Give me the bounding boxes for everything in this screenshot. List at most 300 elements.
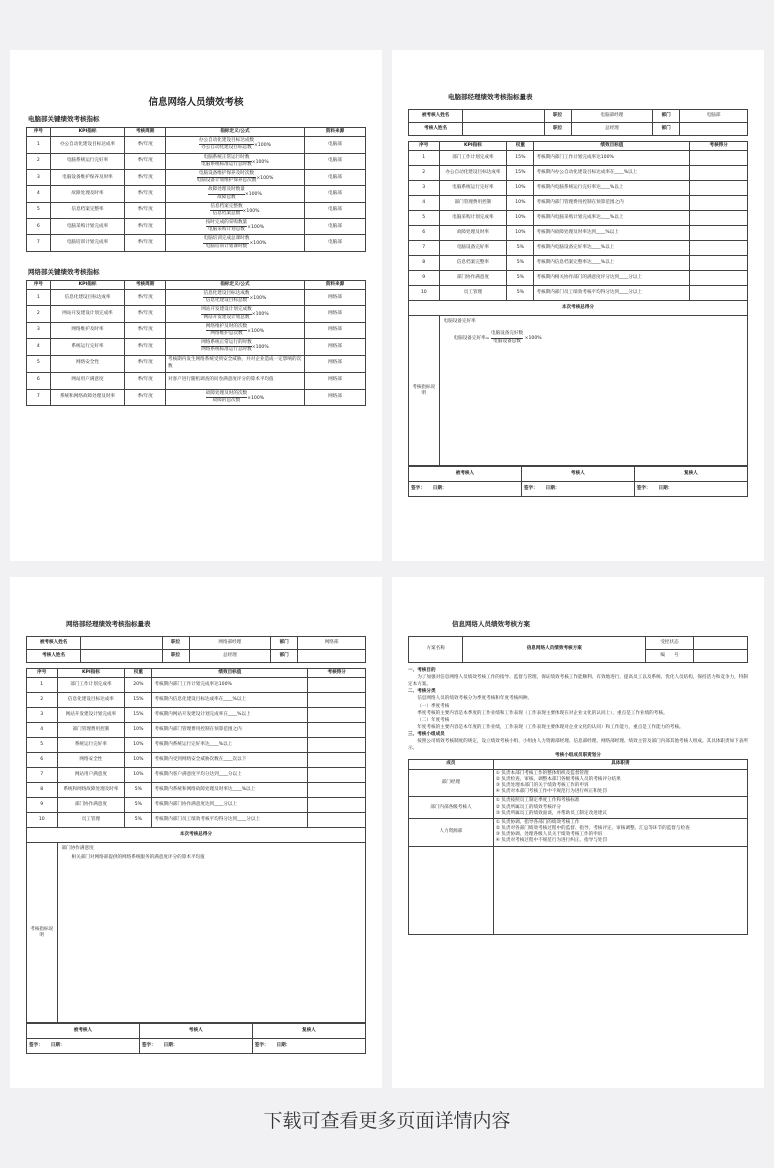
- kpi-name: 信息档案完整率: [50, 202, 125, 218]
- weight: 10%: [125, 768, 152, 783]
- row-number: 10: [27, 813, 58, 828]
- info-label: 职位: [544, 123, 571, 136]
- cycle: 季/年度: [125, 306, 166, 322]
- row-number: 7: [409, 241, 440, 256]
- goal: 考核期内办公自动化建设目标达成率在____%以上: [534, 166, 690, 181]
- sign-head-appraisee: 被考核人: [27, 1024, 140, 1039]
- sign-table: [26, 1023, 366, 1054]
- cycle: 季/年度: [125, 290, 166, 306]
- score-cell[interactable]: [690, 226, 748, 241]
- percent: ×100%: [254, 143, 272, 149]
- kpi-name: 网站用户满意度: [57, 768, 125, 783]
- cycle: 季/年度: [125, 137, 166, 153]
- empty-cell: [409, 846, 494, 934]
- score-cell[interactable]: [308, 738, 366, 753]
- sign-head-appraisee: 被考核人: [409, 467, 522, 482]
- weight: 15%: [507, 151, 534, 166]
- numerator: 按时完成的采购数量: [206, 220, 247, 227]
- kpi-name: 部门工作计划完成率: [57, 678, 125, 693]
- goal: 考核期内部门协作满意度达到____分以上: [152, 798, 308, 813]
- duty-item: ④ 负责对考核过程中不规范行为进行纠正、指导与处罚: [495, 838, 607, 844]
- sign-cell: 签字： 日期：: [139, 1039, 252, 1054]
- weight: 5%: [507, 286, 534, 301]
- source: 电脑部: [304, 235, 365, 251]
- fraction: [201, 307, 252, 320]
- row-number: 4: [27, 723, 58, 738]
- info-value: 总经理: [571, 123, 652, 136]
- info-label: 职位: [162, 637, 189, 650]
- info-value: [81, 650, 162, 663]
- table-row: [27, 678, 366, 693]
- section-heading: 一、考核目的: [408, 668, 436, 673]
- fraction: [206, 220, 247, 233]
- kpi-name: 员工管理: [439, 286, 507, 301]
- numerator: 电脑培训完成总课时数: [203, 236, 249, 243]
- member-row: [409, 769, 748, 797]
- goal: 考核期内信息化建设目标达成率在____%以上: [152, 693, 308, 708]
- kpi-name: 电脑采购计划完成率: [50, 219, 125, 235]
- row-number: 4: [27, 339, 51, 355]
- row-number: 5: [27, 355, 51, 372]
- status-value: [693, 637, 747, 650]
- note-content: [57, 843, 366, 1023]
- score-cell[interactable]: [690, 166, 748, 181]
- info-label: 部门: [271, 637, 298, 650]
- table-row: [27, 753, 366, 768]
- weight: 5%: [507, 271, 534, 286]
- info-value: 网络部: [298, 637, 366, 650]
- info-label: 被考核人姓名: [409, 110, 463, 123]
- kpi-name: 电脑设备维护保养及时率: [50, 169, 125, 185]
- source: 电脑部: [304, 219, 365, 235]
- duty-list: [493, 818, 747, 846]
- table-row: [409, 151, 748, 166]
- cycle: 季/年度: [125, 355, 166, 372]
- percent: ×100%: [249, 296, 267, 302]
- goal: 考核期内信息档案完整率达____%以上: [534, 256, 690, 271]
- table-row: [27, 798, 366, 813]
- note-title: 电脑设备完好率: [443, 319, 476, 325]
- number-value: [693, 650, 747, 663]
- percent: ×100%: [242, 208, 260, 214]
- plan-name: 信息网络人员绩效考核方案: [463, 637, 646, 663]
- duty-list: [493, 797, 747, 819]
- page-title: 电脑部经理绩效考核指标量表: [448, 93, 533, 101]
- duty-list: [493, 769, 747, 797]
- table-row: [409, 226, 748, 241]
- info-label: 部门: [653, 123, 680, 136]
- col-head-weight: 权重: [125, 669, 152, 678]
- formula-cell: [165, 290, 304, 306]
- info-row: [409, 123, 748, 136]
- document-page-3: [10, 577, 382, 1088]
- table-row: [409, 166, 748, 181]
- note-percent: ×100%: [524, 336, 542, 342]
- percent: ×100%: [247, 395, 265, 401]
- kpi-name: 信息化建设目标达成率: [57, 693, 125, 708]
- table-row: [27, 723, 366, 738]
- percent: ×100%: [251, 159, 269, 165]
- formula-cell: [165, 339, 304, 355]
- score-cell[interactable]: [690, 286, 748, 301]
- info-value: [463, 123, 544, 136]
- member-name: 部门经理: [409, 769, 494, 797]
- score-cell[interactable]: [308, 693, 366, 708]
- source: 网络部: [304, 306, 365, 322]
- sign-head-appraiser: 考核人: [521, 467, 634, 482]
- weight: 5%: [125, 783, 152, 798]
- row-number: 3: [409, 181, 440, 196]
- weight: 10%: [507, 226, 534, 241]
- formula-cell: [165, 219, 304, 235]
- document-page-4: [392, 577, 764, 1088]
- row-number: 6: [409, 226, 440, 241]
- score-cell[interactable]: [308, 813, 366, 828]
- goal: 考核期内故障处理及时率达到____%以上: [534, 226, 690, 241]
- col-head-src: 资料来源: [304, 280, 365, 289]
- score-cell[interactable]: [690, 256, 748, 271]
- weight: 10%: [507, 181, 534, 196]
- kpi-score-table: [26, 668, 366, 1023]
- row-number: 3: [27, 708, 58, 723]
- duty-item: ② 负责检查、审核、调整本部门各级考核人员的考核评分结果: [495, 776, 621, 782]
- score-cell[interactable]: [308, 783, 366, 798]
- goal: 考核期内系统和网络故障处理及时率达____%以上: [152, 783, 308, 798]
- kpi-name: 电脑培训计划完成率: [50, 235, 125, 251]
- kpi-name: 系统运行完好率: [50, 339, 125, 355]
- numerator: 信息化建设目标达成数: [203, 291, 249, 298]
- fraction: [197, 171, 257, 184]
- kpi-name: 电脑设备完好率: [439, 241, 507, 256]
- score-cell[interactable]: [308, 798, 366, 813]
- kpi-name: 信息档案完整率: [439, 256, 507, 271]
- sign-cell: 签字： 日期：: [521, 482, 634, 497]
- cycle: 季/年度: [125, 235, 166, 251]
- info-value: [298, 650, 366, 663]
- kpi-name: 电脑系统运行完好率: [439, 181, 507, 196]
- info-value: 电脑部经理: [571, 110, 652, 123]
- weight: 10%: [125, 753, 152, 768]
- sign-head-reviewer: 复核人: [634, 467, 747, 482]
- duty-item: ④ 负责对本部门考核工作中不规范行为进行纠正和处罚: [495, 789, 607, 795]
- table-title: 考核小组成员职责划分: [555, 753, 601, 759]
- score-cell[interactable]: [308, 708, 366, 723]
- kpi-name: 员工管理: [57, 813, 125, 828]
- source: 网络部: [304, 389, 365, 405]
- sign-head-appraiser: 考核人: [139, 1024, 252, 1039]
- weight: 5%: [507, 256, 534, 271]
- member-name: 部门内部各级考核人: [409, 797, 494, 819]
- table-row: [27, 339, 366, 355]
- plan-body: [408, 667, 748, 759]
- kpi-score-table: [408, 141, 748, 466]
- row-number: 5: [409, 211, 440, 226]
- paragraph: 为了加强对信息网络人员绩效考核工作的指导、监督与管理，保证绩效考核工作能顺利、有效地进行，提高员工以及系统、优化人员结构，保持活力和竞争力，特制定本方案。: [408, 675, 748, 688]
- numerator: 网络系统正常运行的时数: [201, 340, 252, 347]
- note-title: 部门协作满意度: [61, 846, 94, 852]
- source: 电脑部: [304, 153, 365, 169]
- section-title-computer-dept: 电脑部关键绩效考核指标: [28, 115, 100, 123]
- table-row: [27, 783, 366, 798]
- row-number: 2: [27, 306, 51, 322]
- numerator: 网络维护及时的次数: [206, 324, 247, 331]
- weight: 10%: [125, 723, 152, 738]
- formula-cell: [165, 306, 304, 322]
- denominator: 办公自动化建设目标总数: [201, 145, 252, 151]
- source: 网络部: [304, 322, 365, 338]
- fraction: [208, 187, 245, 200]
- table-row: [409, 211, 748, 226]
- score-cell[interactable]: [690, 271, 748, 286]
- table-row: [27, 137, 366, 153]
- cycle: 季/年度: [125, 186, 166, 202]
- row-number: 5: [27, 202, 51, 218]
- kpi-name: 办公自动化建设目标达成率: [50, 137, 125, 153]
- col-head-kpi: KPI指标: [439, 142, 507, 151]
- fraction: [199, 138, 254, 151]
- col-head-def: 指标定义/公式: [165, 280, 304, 289]
- formula-cell: [165, 153, 304, 169]
- table-row: [27, 153, 366, 169]
- cycle: 季/年度: [125, 372, 166, 389]
- cycle: 季/年度: [125, 322, 166, 338]
- fraction: [206, 391, 247, 404]
- table-row: [409, 286, 748, 301]
- denominator: 故障总数: [217, 194, 236, 200]
- numerator: 信息档案完整数: [210, 204, 242, 211]
- kpi-name: 部门协作满意度: [439, 271, 507, 286]
- kpi-name: 故障处理及时率: [50, 186, 125, 202]
- kpi-name: 系统运行完好率: [57, 738, 125, 753]
- score-cell[interactable]: [308, 723, 366, 738]
- info-row: [409, 110, 748, 123]
- cycle: 季/年度: [125, 339, 166, 355]
- denominator: 网络维护总次数: [210, 330, 243, 336]
- weight: 5%: [507, 241, 534, 256]
- percent: ×100%: [251, 312, 269, 318]
- sign-cell: 签字： 日期：: [409, 482, 522, 497]
- numerator: 网站开发建设计划完成数: [201, 307, 252, 314]
- source: 电脑部: [304, 169, 365, 185]
- duty-item: ① 负责按照员工制定季度工作和考核标准: [495, 798, 580, 804]
- cycle: 季/年度: [125, 153, 166, 169]
- row-number: 3: [27, 169, 51, 185]
- info-label: 部门: [653, 110, 680, 123]
- formula-cell: [165, 389, 304, 405]
- goal: 考核期内部门管理费用控制在预算范围之内: [534, 196, 690, 211]
- total-score-row: 本次考核总得分: [409, 301, 748, 316]
- note-numerator: 电脑设备完好数: [491, 331, 523, 338]
- goal: 考核期内部门工作计划完成率达100%: [152, 678, 308, 693]
- table-row: [409, 256, 748, 271]
- row-number: 9: [409, 271, 440, 286]
- row-number: 7: [27, 389, 51, 405]
- info-label: 部门: [271, 650, 298, 663]
- score-cell[interactable]: [308, 768, 366, 783]
- duty-item: ① 负责本部门考核工作的整体组织及监督管理: [495, 770, 589, 776]
- duty-item: ② 负责所属员工的绩效考核评分: [495, 804, 562, 810]
- fraction: [210, 204, 242, 217]
- footer-caption: 下载可查看更多页面详情内容: [263, 1110, 511, 1132]
- score-cell[interactable]: [690, 151, 748, 166]
- denominator: 电脑设备计划维护保养总次数: [196, 178, 257, 184]
- formula-cell: [165, 202, 304, 218]
- kpi-name: 网站用户满意度: [50, 372, 125, 389]
- note-text: 相关部门对网络部提供的网络系统服务的满意度评分的算术平均值: [71, 855, 205, 861]
- paragraph: 季度考核的主要内容是本季度的工作业绩和工作表现（工作表现主要体现在对企业文化的认同上），重点是工作业绩的考核。: [417, 710, 668, 716]
- kpi-name: 部门工作计划完成率: [439, 151, 507, 166]
- percent: ×100%: [247, 328, 265, 334]
- duty-item: ③ 负责所属员工的绩效面谈，并帮助员工制定改进建议: [495, 810, 607, 816]
- score-cell[interactable]: [690, 181, 748, 196]
- row-number: 1: [27, 678, 58, 693]
- table-row: [27, 235, 366, 251]
- col-head-goal: 绩效目标值: [152, 669, 308, 678]
- row-number: 4: [27, 186, 51, 202]
- goal: 考核期内受到网络安全威胁次数在____次以下: [152, 753, 308, 768]
- paragraph: 年度考核的主要内容是本年度的工作业绩，工作表现（工作表现主要体现对企业文化的认同）和工作能力，重点是工作能力的考核。: [417, 724, 684, 730]
- source: 电脑部: [304, 202, 365, 218]
- info-label: 考核人姓名: [409, 123, 463, 136]
- fraction: [201, 340, 252, 353]
- row-number: 2: [27, 153, 51, 169]
- table-row: [27, 322, 366, 338]
- number-label: 编 号: [646, 650, 693, 663]
- note-formula-lhs: 电脑设备完好率=: [453, 336, 490, 342]
- percent: ×100%: [256, 176, 274, 182]
- goal: 考核期内相关协作部门的满意度评分达到____分以上: [534, 271, 690, 286]
- col-head-goal: 绩效目标值: [534, 142, 690, 151]
- weight: 5%: [125, 798, 152, 813]
- kpi-name: 网络安全性: [57, 753, 125, 768]
- col-head-score: 考核得分: [308, 669, 366, 678]
- subsection-heading: （二）年度考核: [417, 717, 450, 723]
- weight: 10%: [507, 211, 534, 226]
- info-label: 被考核人姓名: [27, 637, 81, 650]
- col-head-def: 指标定义/公式: [165, 128, 304, 137]
- denominator: 网络系统标准运行总时数: [201, 347, 252, 353]
- duty-item: ② 负责对各部门绩效考核过程中的监督、指导、考核评定、审核调整、汇总等环节的监督与检查: [495, 826, 690, 832]
- info-label: 职位: [544, 110, 571, 123]
- col-head-member: 成员: [409, 760, 494, 769]
- weight: 15%: [125, 693, 152, 708]
- weight: 5%: [125, 813, 152, 828]
- kpi-name: 电脑采购计划完成率: [439, 211, 507, 226]
- kpi-name: 网站开发建设计划完成率: [57, 708, 125, 723]
- numerator: 电脑系统正常运行时数: [201, 155, 252, 162]
- row-number: 5: [27, 738, 58, 753]
- table-row: [409, 241, 748, 256]
- col-head-no: 序号: [409, 142, 440, 151]
- percent: ×100%: [244, 192, 262, 198]
- goal: 考核期内电脑系统运行完好率达____%以上: [534, 181, 690, 196]
- denominator: 信息化建设目标总数: [205, 298, 248, 304]
- goal: 考核期内系统运行完好率达____%以上: [152, 738, 308, 753]
- score-cell[interactable]: [690, 196, 748, 211]
- goal: 考核期内部门员工绩效考核平均得分达到____分以上: [152, 813, 308, 828]
- plan-name-label: 方案名称: [409, 637, 463, 663]
- weight: 20%: [125, 678, 152, 693]
- row-number: 1: [409, 151, 440, 166]
- source: 网络部: [304, 355, 365, 372]
- page-title: 信息网络人员绩效考核: [148, 97, 244, 108]
- table-row: [27, 372, 366, 389]
- table-row: [27, 389, 366, 405]
- kpi-name: 网站开发建设计划完成率: [50, 306, 125, 322]
- table-row: [27, 186, 366, 202]
- cycle: 季/年度: [125, 169, 166, 185]
- denominator: 电脑采购计划总数: [208, 227, 245, 233]
- fraction: [203, 236, 249, 249]
- paragraph: 按照公司绩效考核制度的规定，设立绩效考核小组，小组由人力资源部经理、信息部经理、网络部经理、绩效主管及部门内部其他考核人组成。其具体职责如下表所示。: [408, 739, 748, 752]
- score-cell[interactable]: [308, 753, 366, 768]
- member-duty-table: [408, 759, 748, 934]
- row-number: 7: [27, 768, 58, 783]
- fraction: [201, 155, 252, 168]
- col-head-duty: 具体职责: [493, 760, 747, 769]
- info-value: [680, 123, 748, 136]
- kpi-name: 系统和网络故障处理及时率: [50, 389, 125, 405]
- kpi-name: 系统和网络故障处理及时率: [57, 783, 125, 798]
- goal: 考核期内部门工作计划完成率达100%: [534, 151, 690, 166]
- col-head-cycle: 考核周期: [125, 280, 166, 289]
- goal: 考核期内电脑采购计划完成率达____%以上: [534, 211, 690, 226]
- duty-item: ③ 负责处理本部门的关于绩效考核工作的申诉: [495, 782, 589, 788]
- col-head-no: 序号: [27, 128, 51, 137]
- duty-item: ① 负责协调、指导各部门的绩效考核工作: [495, 819, 580, 825]
- kpi-name: 网络安全性: [50, 355, 125, 372]
- source: 网络部: [304, 290, 365, 306]
- table-row: [409, 196, 748, 211]
- source: 电脑部: [304, 137, 365, 153]
- col-head-weight: 权重: [507, 142, 534, 151]
- sign-cell: 签字： 日期：: [27, 1039, 140, 1054]
- numerator: 故障处理及时数量: [208, 187, 245, 194]
- col-head-score: 考核得分: [690, 142, 748, 151]
- total-score-row: 本次考核总得分: [27, 828, 366, 843]
- score-cell[interactable]: [690, 241, 748, 256]
- source: 电脑部: [304, 186, 365, 202]
- score-cell[interactable]: [690, 211, 748, 226]
- table-row: [27, 768, 366, 783]
- info-label: 考核人姓名: [27, 650, 81, 663]
- section-heading: 二、考核分类: [408, 689, 436, 695]
- kpi-name: 电脑系统运行完好率: [50, 153, 125, 169]
- cycle: 季/年度: [125, 202, 166, 218]
- info-value: [81, 637, 162, 650]
- formula-cell: [165, 169, 304, 185]
- subsection-heading: （一）季度考核: [417, 703, 450, 709]
- page-title: 网络部经理绩效考核指标量表: [66, 620, 151, 628]
- kpi-name: 部门协作满意度: [57, 798, 125, 813]
- denominator: 信息档案总数: [212, 210, 241, 216]
- weight: 15%: [507, 166, 534, 181]
- table-row: [27, 169, 366, 185]
- sign-cell: 签字： 日期：: [634, 482, 747, 497]
- weight: 15%: [125, 708, 152, 723]
- document-page-1: [10, 50, 382, 561]
- row-number: 7: [27, 235, 51, 251]
- formula-cell: [165, 235, 304, 251]
- paragraph: 信息网络人员的绩效考核分为季度考核和年度考核两种。: [417, 696, 533, 702]
- definition: 对客户进行随机调查的问卷满意度评分的算术平均值: [165, 372, 304, 389]
- table-row: [27, 306, 366, 322]
- score-cell[interactable]: [308, 678, 366, 693]
- row-number: 8: [409, 256, 440, 271]
- section-heading: 三、考核小组成员: [408, 731, 445, 737]
- section-title-network-dept: 网络部关键绩效考核指标: [28, 267, 100, 276]
- info-value: 总经理: [189, 650, 270, 663]
